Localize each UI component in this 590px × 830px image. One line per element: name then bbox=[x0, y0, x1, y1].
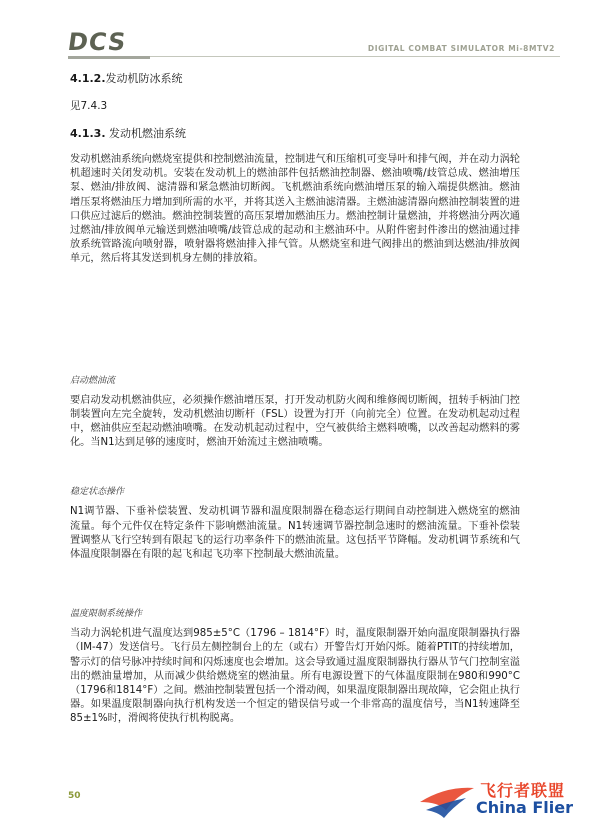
logo-text: DCS bbox=[66, 28, 129, 56]
heading-title: 发动机燃油系统 bbox=[109, 127, 186, 140]
heading-title: 发动机防冰系统 bbox=[105, 72, 183, 85]
watermark-en: China Flier bbox=[476, 798, 574, 817]
heading-number: 4.1.2. bbox=[70, 72, 106, 85]
page-number: 50 bbox=[68, 791, 81, 801]
watermark bbox=[416, 776, 586, 824]
subheading-temp-limit: 温度限制系统操作 bbox=[70, 609, 143, 620]
subheading-steady-state: 稳定状态操作 bbox=[70, 487, 125, 498]
header-title: DIGITAL COMBAT SIMULATOR Mi-8MTV2 bbox=[367, 44, 555, 53]
heading-anti-ice bbox=[70, 70, 520, 86]
subheading-start-fuel: 启动燃油流 bbox=[70, 375, 116, 386]
watermark-cn: 飞行者联盟 bbox=[480, 781, 566, 800]
heading-fuel-system bbox=[70, 125, 520, 141]
temp-limit-paragraph: 当动力涡轮机进气温度达到985±5°C（1796 – 1814°F）时，温度限制器开始向温度限制器执行器（IM-47）发送信号。飞行员左侧控制台上的左（或右）开警告灯开始闪烁。随着PTIT的持续增加，警示灯的信号脉冲持续时间和闪烁速度也会增加。这会导致通过温度限制器执行器从节气门控制室溢出的燃油量增加，从而减少供给燃烧室的燃油量。所有电源设置下的气体温度限制在980和990°C（1796和1814°F）之间。燃油控制装置包括一个滑动阀，如果温度限制器出现故障，它会阻止执行器。如果温度限制器向执行机构发送一个恒定的错误信号或一个非常高的温度信号，当N1转速降至85±1%时，滑阀将使执行机构脱离。 bbox=[70, 628, 520, 725]
dcs-logo bbox=[68, 30, 150, 59]
plane-logo-icon bbox=[416, 780, 478, 820]
fuel-intro-paragraph: 发动机燃油系统向燃烧室提供和控制燃油流量，控制进气和压缩机可变导叶和排气阀，并在动力涡轮机超速时关闭发动机。安装在发动机上的燃油部件包括燃油控制器、燃油喷嘴/歧管总成、燃油增压泵、燃油/排放阀、滤清器和紧急燃油切断阀。飞机燃油系统向燃油增压泵的输入端提供燃油。燃油增压泵将燃油压力增加到所需的水平，并将其送入主燃油滤清器。主燃油滤清器向燃油控制装置的进口供应过滤后的燃油。燃油控制装置的高压泵增加燃油压力。燃油控制计量燃油，并将燃油分两次通过燃油/排放阀单元输送到燃油喷嘴/歧管总成的起动和主燃油环中。从附件密封件渗出的燃油通过排放系统管路流向喷射器，喷射器将燃油排入排气管。从燃烧室和进气阀排出的燃油到达燃油/排放阀单元，然后将其发送到机身左侧的排放箱。 bbox=[70, 154, 520, 265]
heading-number: 4.1.3. bbox=[70, 127, 106, 140]
page-content bbox=[70, 70, 520, 727]
cross-reference: 见7.4.3 bbox=[70, 100, 108, 112]
steady-state-paragraph: N1调节器、下垂补偿装置、发动机调节器和温度限制器在稳态运行期间自动控制进入燃烧室的燃油流量。每个元件仅在特定条件下影响燃油流量。N1转速调节器控制急速时的燃油流量。下垂补偿装置调整从飞行空转到有限起飞的运行功率条件下的燃油流量。这包括平节降幅。发动机调节系统和气体温度限制器在有限的起飞和起飞功率下控制最大燃油流量。 bbox=[70, 506, 520, 561]
spacer bbox=[70, 267, 520, 373]
start-fuel-paragraph: 要启动发动机燃油供应，必须操作燃油增压泵，打开发动机防火阀和维修阀切断阀，扭转手柄油门控制装置向左完全旋转，发动机燃油切断杆（FSL）设置为打开（向前完全）位置。在发动机起动过程中，燃油供应至起动燃油喷嘴。在发动机起动过程中，空气被供给主燃料喷嘴，以改善起动燃料的雾化。当N1达到足够的速度时，燃油开始流过主燃油喷嘴。 bbox=[70, 394, 520, 449]
spacer bbox=[70, 450, 520, 484]
header-rule bbox=[150, 56, 560, 57]
spacer bbox=[70, 562, 520, 606]
